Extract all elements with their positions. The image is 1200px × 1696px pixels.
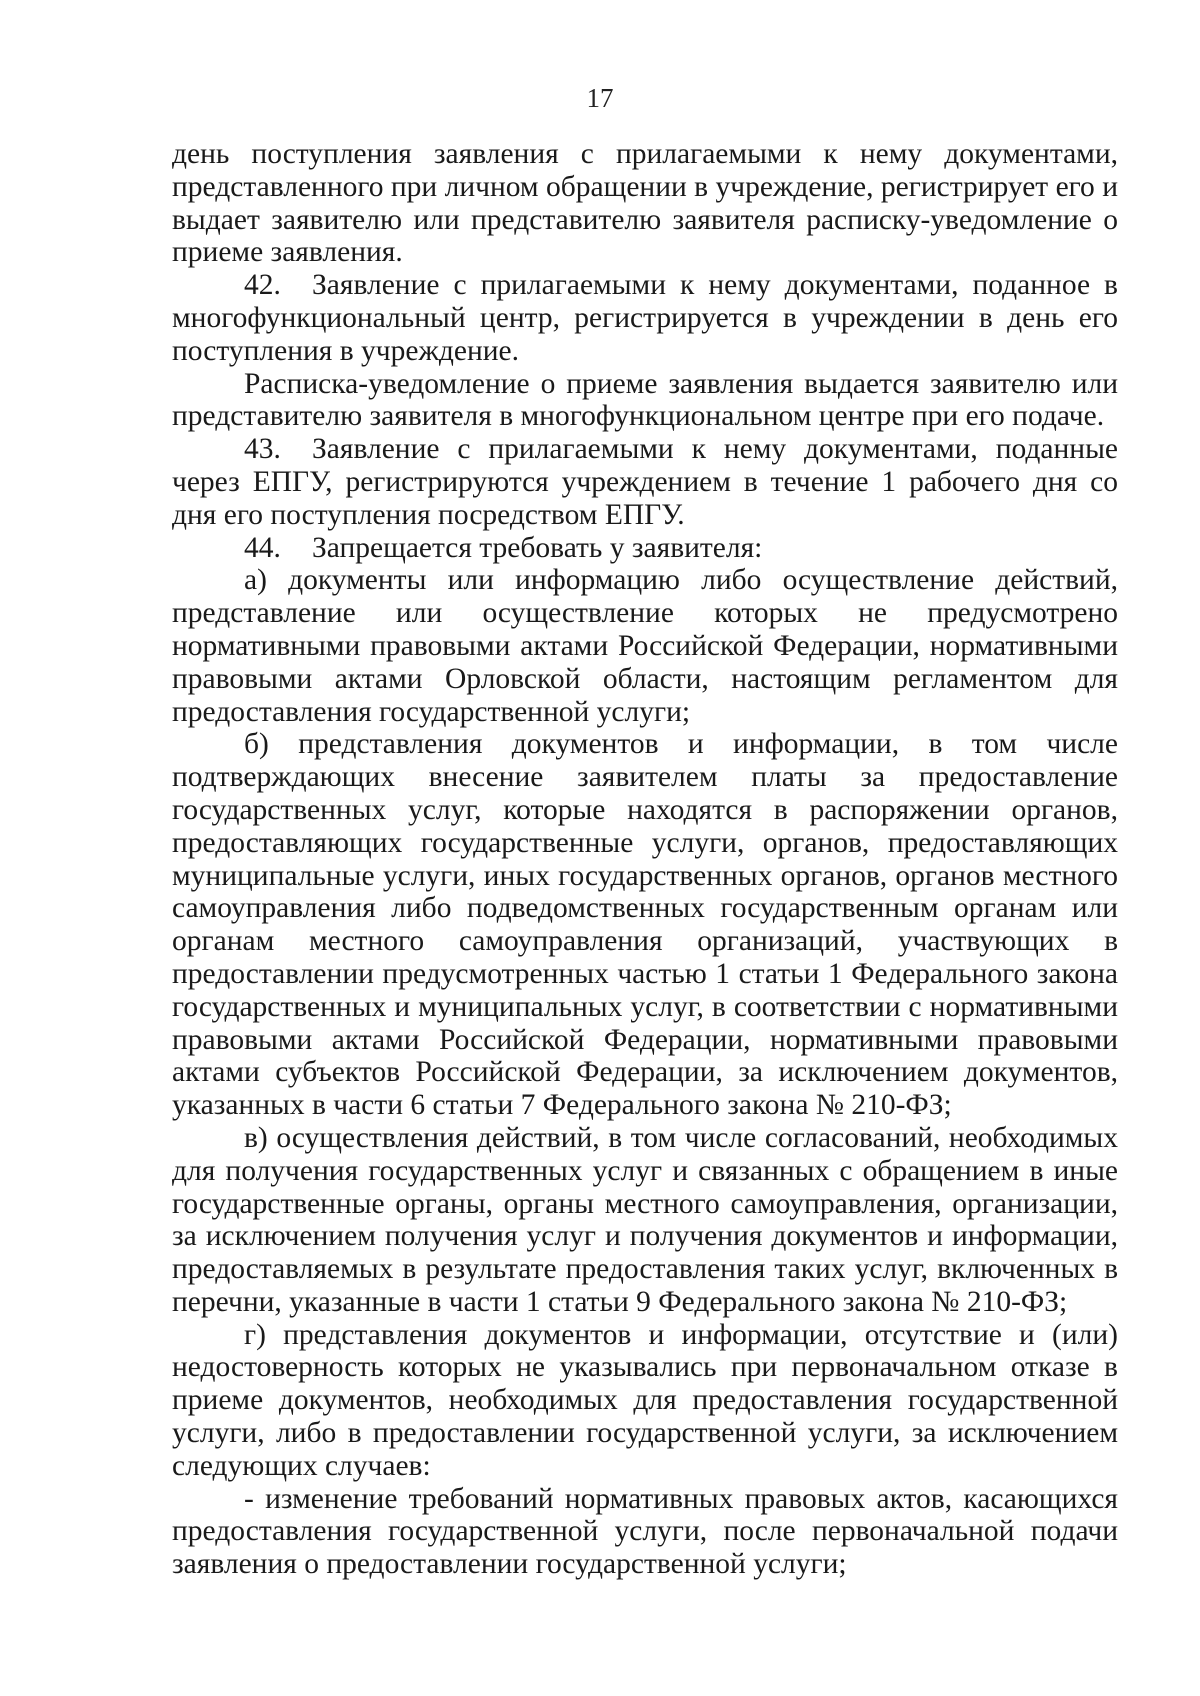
- paragraph-text: Расписка-уведомление о приеме заявления выдается заявителю или представителю заявителя в многофункциональном центре при его подаче.: [172, 367, 1118, 433]
- paragraph-text: Заявление с прилагаемыми к нему документами, поданные через ЕПГУ, регистрируются учреждением в течение 1 рабочего дня со дня его поступления посредством ЕПГУ.: [172, 433, 1118, 531]
- paragraph-item-g: [172, 1319, 1118, 1483]
- paragraph-continuation: [172, 138, 1118, 269]
- paragraph-text: - изменение требований нормативных правовых актов, касающихся предоставления государственной услуги, после первоначальной подачи заявления о предоставлении государственной услуги;: [172, 1482, 1118, 1581]
- paragraph-text: г) представления документов и информации, отсутствие и (или) недостоверность которых не указывались при первоначальном отказе в приеме документов, необходимых для предоставления государственной услуги, либо в предоставлении государственной услуги, за исключением следующих случаев:: [172, 1318, 1118, 1482]
- clause-number: 43.: [244, 433, 281, 466]
- paragraph-text: а) документы или информацию либо осуществление действий, представление или осуществление которых не предусмотрено нормативными правовыми актами Российской Федерации, нормативными правовыми актами Орловской области, настоящим регламентом для предоставления государственной услуги;: [172, 564, 1118, 728]
- paragraph-dash-item: [172, 1483, 1118, 1581]
- clause-number: 44.: [244, 531, 281, 564]
- paragraph-item-v: [172, 1122, 1118, 1319]
- document-body: [172, 138, 1118, 1581]
- paragraph-text: день поступления заявления с прилагаемыми к нему документами, представленного при личном обращении в учреждение, регистрирует его и выдает заявителю или представителю заявителя расписку-уведомление о приеме заявления.: [172, 138, 1118, 269]
- paragraph-text: Заявление с прилагаемыми к нему документами, поданное в многофункциональный центр, регистрируется в учреждении в день его поступления в учреждение.: [172, 269, 1118, 367]
- paragraph-43: [172, 433, 1118, 531]
- paragraph-item-a: [172, 564, 1118, 728]
- paragraph-44: [172, 532, 1118, 565]
- paragraph-text: в) осуществления действий, в том числе согласований, необходимых для получения государственных услуг и связанных с обращением в иные государственные органы, органы местного самоуправления, организации, за исключением получения услуг и получения документов и информации, предоставляемых в результате предоставления таких услуг, включенных в перечни, указанные в части 1 статьи 9 Федерального закона № 210-ФЗ;: [172, 1121, 1118, 1318]
- paragraph-text: б) представления документов и информации, в том числе подтверждающих внесение заявителем платы за предоставление государственных услуг, которые находятся в распоряжении органов, предоставляющих государственные услуги, органов, предоставляющих муниципальные услуги, иных государственных органов, органов местного самоуправления либо подведомственных государственным органам или органам местного самоуправления организаций, участвующих в предоставлении предусмотренных частью 1 статьи 1 Федерального закона государственных и муниципальных услуг, в соответствии с нормативными правовыми актами Российской Федерации, нормативными правовыми актами субъектов Российской Федерации, за исключением документов, указанных в части 6 статьи 7 Федерального закона № 210-ФЗ;: [172, 728, 1118, 1122]
- paragraph-receipt-notice: [172, 368, 1118, 434]
- paragraph-item-b: [172, 728, 1118, 1122]
- paragraph-42: [172, 269, 1118, 367]
- paragraph-text: Запрещается требовать у заявителя:: [312, 531, 763, 564]
- clause-number: 42.: [244, 269, 281, 302]
- page-number: 17: [586, 83, 614, 113]
